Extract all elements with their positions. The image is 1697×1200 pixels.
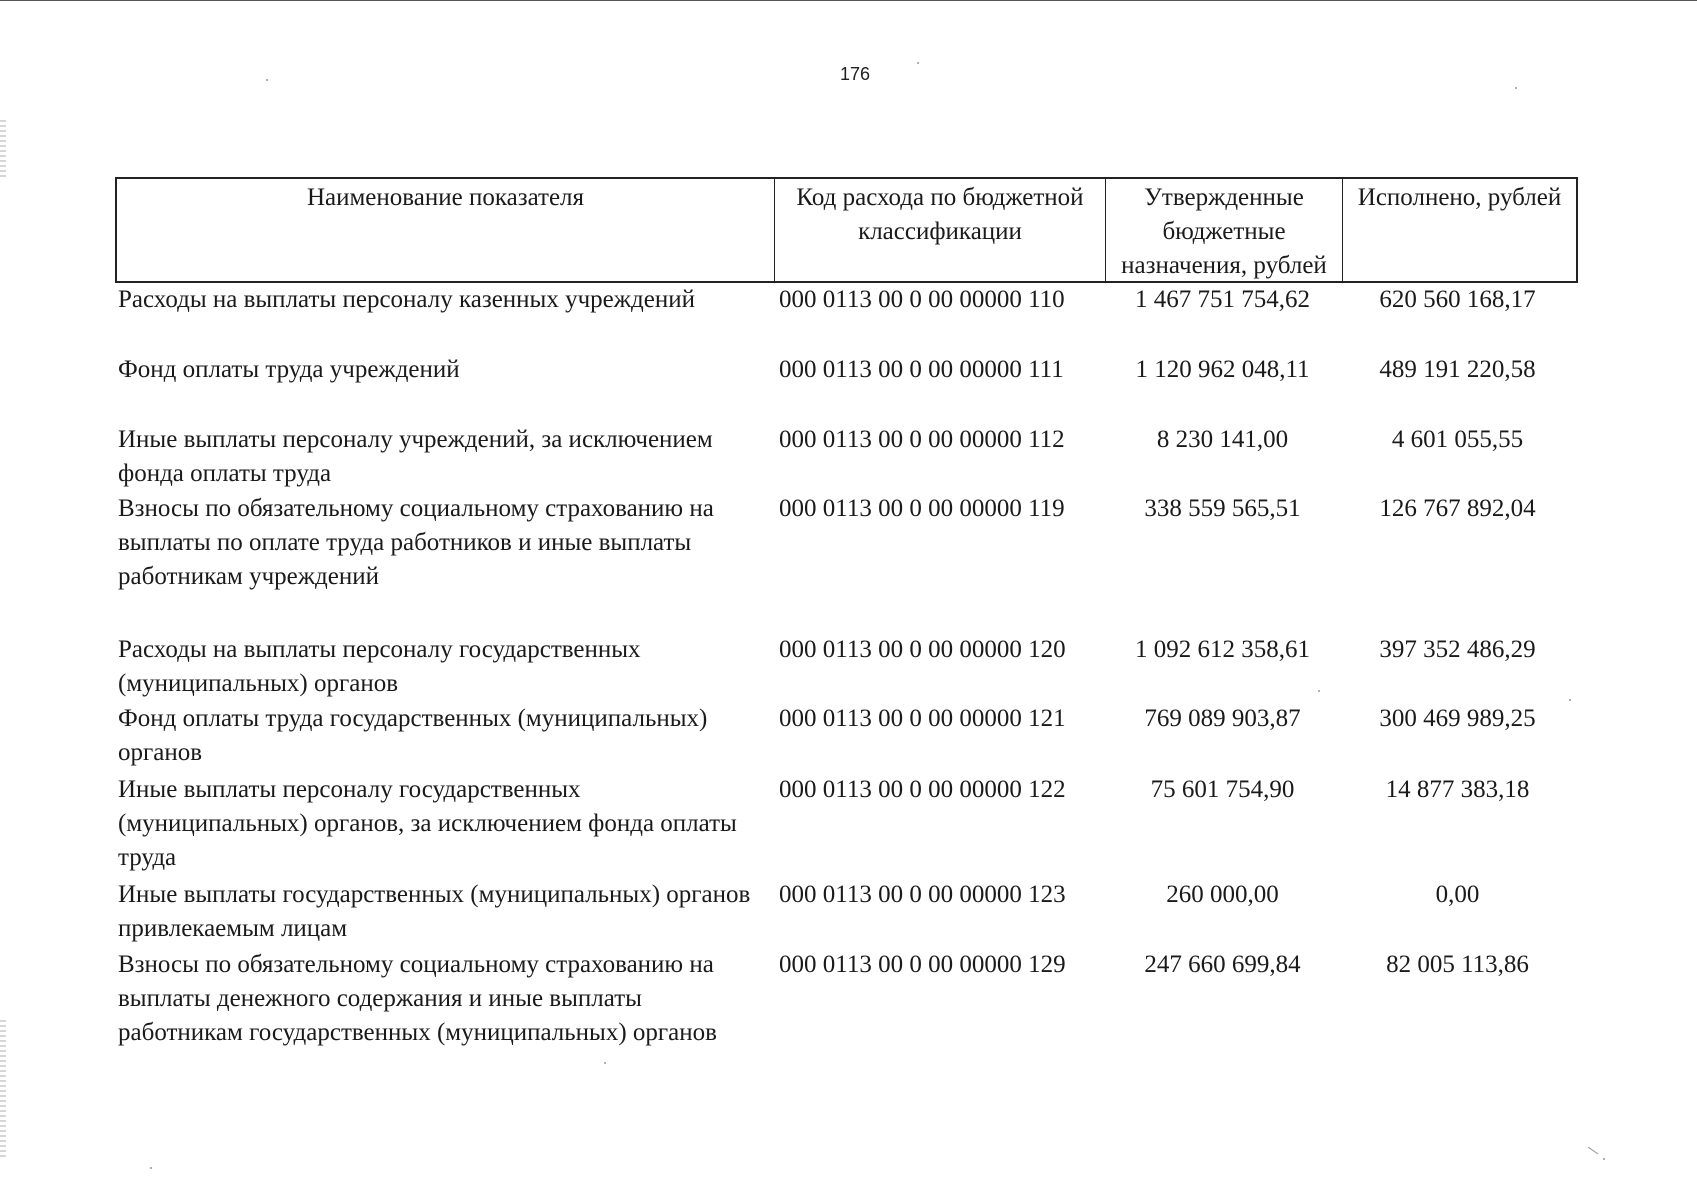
row-approved: 338 559 565,51 <box>1144 495 1301 522</box>
header-approved: Утвержденные бюджетные назначения, рублей <box>1106 179 1343 281</box>
row-approved: 75 601 754,90 <box>1150 776 1295 803</box>
row-executed: 620 560 168,17 <box>1379 286 1536 313</box>
row-name: Расходы на выплаты персоналу казенных учреждений <box>118 286 695 313</box>
row-name: Иные выплаты персоналу государственных (муниципальных) органов, за исключением фонда оплаты труда <box>118 776 737 871</box>
row-approved: 769 089 903,87 <box>1144 705 1301 732</box>
row-approved: 1 120 962 048,11 <box>1135 356 1310 383</box>
row-code: 000 0113 00 0 00 00000 129 <box>779 951 1066 978</box>
scan-speck <box>1588 1147 1598 1155</box>
table-row <box>115 283 1578 353</box>
scan-speck <box>1603 1158 1605 1160</box>
row-executed: 0,00 <box>1435 881 1480 908</box>
row-name: Иные выплаты персоналу учреждений, за исключением фонда оплаты труда <box>118 426 713 487</box>
row-code: 000 0113 00 0 00 00000 111 <box>779 356 1064 383</box>
scan-speck <box>150 1167 152 1169</box>
scan-edge-noise <box>0 120 6 180</box>
row-approved: 247 660 699,84 <box>1144 951 1301 978</box>
page-number: 176 <box>839 64 871 84</box>
scan-speck <box>1515 87 1517 89</box>
row-code: 000 0113 00 0 00 00000 122 <box>779 776 1066 803</box>
scan-speck <box>1569 699 1571 701</box>
row-approved: 260 000,00 <box>1166 881 1279 908</box>
row-code: 000 0113 00 0 00 00000 119 <box>779 495 1065 522</box>
table-row <box>115 423 1578 492</box>
table-row <box>115 773 1578 878</box>
table-row <box>115 633 1578 702</box>
header-executed: Исполнено, рублей <box>1357 184 1562 211</box>
table-body <box>115 283 1578 1058</box>
row-code: 000 0113 00 0 00 00000 120 <box>779 636 1066 663</box>
row-code: 000 0113 00 0 00 00000 121 <box>779 705 1066 732</box>
row-executed: 397 352 486,29 <box>1379 636 1536 663</box>
scan-speck <box>1318 690 1320 692</box>
row-executed: 82 005 113,86 <box>1386 951 1529 978</box>
table-row <box>115 702 1578 773</box>
table-row <box>115 492 1578 633</box>
row-executed: 489 191 220,58 <box>1379 356 1536 383</box>
header-name: Наименование показателя <box>117 179 775 281</box>
row-executed: 4 601 055,55 <box>1391 426 1524 453</box>
scan-speck <box>604 1062 606 1064</box>
row-code: 000 0113 00 0 00 00000 123 <box>779 881 1066 908</box>
row-executed: 300 469 989,25 <box>1379 705 1536 732</box>
scan-speck <box>266 79 268 81</box>
table-row <box>115 878 1578 948</box>
row-executed: 126 767 892,04 <box>1379 495 1536 522</box>
row-name: Расходы на выплаты персоналу государственных (муниципальных) органов <box>118 636 641 697</box>
row-executed: 14 877 383,18 <box>1385 776 1530 803</box>
row-approved: 1 092 612 358,61 <box>1135 636 1310 663</box>
row-name: Фонд оплаты труда учреждений <box>118 356 460 383</box>
row-name: Взносы по обязательному социальному страхованию на выплаты денежного содержания и иные выплаты работникам государственных (муниципальных) органов <box>118 951 717 1046</box>
row-code: 000 0113 00 0 00 00000 110 <box>779 286 1065 313</box>
row-approved: 1 467 751 754,62 <box>1135 286 1310 313</box>
scan-speck <box>917 62 919 64</box>
row-name: Фонд оплаты труда государственных (муниципальных) органов <box>118 705 708 766</box>
scan-edge-noise <box>0 1020 6 1160</box>
row-code: 000 0113 00 0 00 00000 112 <box>779 426 1065 453</box>
row-name: Иные выплаты государственных (муниципальных) органов привлекаемым лицам <box>118 881 751 942</box>
table-row <box>115 948 1578 1058</box>
top-scan-border <box>0 0 1697 1</box>
row-approved: 8 230 141,00 <box>1156 426 1289 453</box>
header-code: Код расхода по бюджетной классификации <box>775 179 1106 281</box>
row-name: Взносы по обязательному социальному страхованию на выплаты по оплате труда работников и иные выплаты работникам учреждений <box>118 495 714 590</box>
table-header <box>115 177 1578 283</box>
table-row <box>115 353 1578 423</box>
